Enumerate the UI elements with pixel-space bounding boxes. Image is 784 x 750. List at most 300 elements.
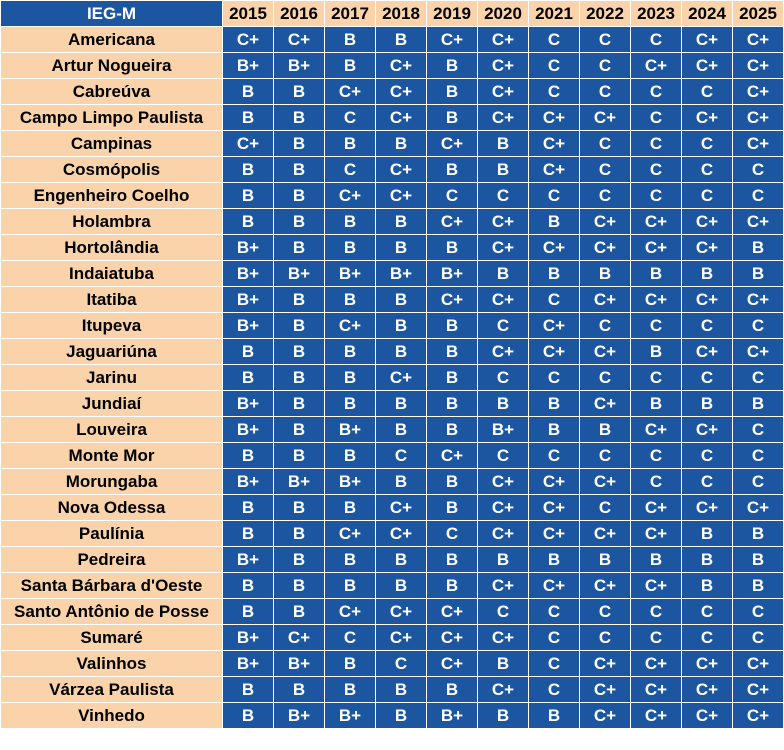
grade-cell: C+ [733, 651, 784, 677]
table-row [1, 157, 784, 183]
grade-cell: B [427, 391, 478, 417]
grade-cell: B [733, 521, 784, 547]
table-row [1, 547, 784, 573]
city-name: Hortolândia [1, 235, 223, 261]
grade-cell: C+ [427, 651, 478, 677]
grade-cell: B [376, 209, 427, 235]
grade-cell: C+ [376, 183, 427, 209]
grade-cell: C+ [631, 677, 682, 703]
grade-cell: C [529, 183, 580, 209]
grade-cell: B+ [223, 417, 274, 443]
grade-cell: C [682, 599, 733, 625]
grade-cell: C+ [682, 417, 733, 443]
grade-cell: B+ [274, 261, 325, 287]
city-name: Americana [1, 27, 223, 53]
grade-cell: B [325, 235, 376, 261]
grade-cell: C [478, 183, 529, 209]
grade-cell: B [274, 235, 325, 261]
grade-cell: C+ [733, 677, 784, 703]
grade-cell: B+ [274, 469, 325, 495]
grade-cell: B [427, 235, 478, 261]
grade-cell: C+ [478, 573, 529, 599]
grade-cell: C [733, 625, 784, 651]
grade-cell: C+ [733, 105, 784, 131]
grade-cell: B+ [274, 53, 325, 79]
table-body [1, 27, 784, 729]
city-name: Monte Mor [1, 443, 223, 469]
grade-cell: C [631, 157, 682, 183]
grade-cell: C [580, 157, 631, 183]
grade-cell: B [478, 131, 529, 157]
grade-cell: B [478, 547, 529, 573]
grade-cell: C [631, 599, 682, 625]
grade-cell: B [274, 209, 325, 235]
table-row [1, 495, 784, 521]
grade-cell: B+ [274, 651, 325, 677]
grade-cell: C+ [733, 209, 784, 235]
grade-cell: B [274, 157, 325, 183]
grade-cell: B [529, 261, 580, 287]
city-name: Nova Odessa [1, 495, 223, 521]
grade-cell: C+ [478, 495, 529, 521]
city-name: Cosmópolis [1, 157, 223, 183]
grade-cell: C [580, 27, 631, 53]
grade-cell: C+ [325, 599, 376, 625]
grade-cell: C+ [325, 521, 376, 547]
grade-cell: B [223, 105, 274, 131]
grade-cell: B+ [325, 417, 376, 443]
grade-cell: B [325, 651, 376, 677]
grade-cell: B [376, 339, 427, 365]
grade-cell: B [529, 703, 580, 729]
grade-cell: B [274, 79, 325, 105]
city-name: Jarinu [1, 365, 223, 391]
grade-cell: C+ [682, 235, 733, 261]
grade-cell: B [274, 105, 325, 131]
grade-cell: B [325, 391, 376, 417]
year-header: 2023 [631, 1, 682, 27]
grade-cell: C+ [223, 131, 274, 157]
grade-cell: C+ [682, 105, 733, 131]
grade-cell: C+ [580, 287, 631, 313]
grade-cell: B [376, 417, 427, 443]
grade-cell: C [682, 625, 733, 651]
grade-cell: C+ [529, 521, 580, 547]
grade-cell: B [274, 287, 325, 313]
grade-cell: C [478, 443, 529, 469]
grade-cell: C+ [376, 625, 427, 651]
grade-cell: B [325, 209, 376, 235]
grade-cell: B [427, 79, 478, 105]
grade-cell: C [529, 599, 580, 625]
grade-cell: B [274, 599, 325, 625]
grade-cell: B [325, 53, 376, 79]
grade-cell: B [682, 391, 733, 417]
corner-header: IEG-M [1, 1, 223, 27]
grade-cell: C+ [733, 495, 784, 521]
grade-cell: C+ [427, 209, 478, 235]
grade-cell: C+ [580, 391, 631, 417]
grade-cell: B [427, 157, 478, 183]
header-row [1, 1, 784, 27]
grade-cell: C+ [631, 703, 682, 729]
grade-cell: B [427, 53, 478, 79]
grade-cell: B [325, 573, 376, 599]
grade-cell: B [223, 677, 274, 703]
grade-cell: C [325, 625, 376, 651]
grade-cell: C+ [682, 677, 733, 703]
grade-cell: C+ [529, 157, 580, 183]
grade-cell: B [274, 443, 325, 469]
year-header: 2022 [580, 1, 631, 27]
table-row [1, 261, 784, 287]
grade-cell: B+ [223, 287, 274, 313]
year-header: 2019 [427, 1, 478, 27]
grade-cell: B [427, 573, 478, 599]
table-header [1, 1, 784, 27]
grade-cell: B [733, 547, 784, 573]
grade-cell: C [733, 417, 784, 443]
grade-cell: B+ [325, 261, 376, 287]
grade-cell: B+ [223, 625, 274, 651]
city-name: Holambra [1, 209, 223, 235]
city-name: Campinas [1, 131, 223, 157]
grade-cell: B [274, 547, 325, 573]
grade-cell: B [631, 391, 682, 417]
year-header: 2021 [529, 1, 580, 27]
grade-cell: C+ [478, 235, 529, 261]
grade-cell: C+ [274, 625, 325, 651]
grade-cell: C [529, 443, 580, 469]
grade-cell: B [325, 131, 376, 157]
grade-cell: C+ [631, 417, 682, 443]
grade-cell: C [733, 599, 784, 625]
grade-cell: C+ [478, 53, 529, 79]
grade-cell: B [376, 469, 427, 495]
grade-cell: C+ [682, 27, 733, 53]
grade-cell: C+ [376, 105, 427, 131]
grade-cell: C [682, 131, 733, 157]
grade-cell: C+ [529, 131, 580, 157]
grade-cell: C [529, 677, 580, 703]
city-name: Várzea Paulista [1, 677, 223, 703]
table-row [1, 469, 784, 495]
grade-cell: B [733, 261, 784, 287]
grade-cell: B [580, 547, 631, 573]
table-row [1, 183, 784, 209]
grade-cell: C+ [478, 209, 529, 235]
grade-cell: B [376, 287, 427, 313]
grade-cell: C [631, 183, 682, 209]
grade-cell: C+ [376, 599, 427, 625]
grade-cell: C+ [682, 495, 733, 521]
grade-cell: C [733, 469, 784, 495]
grade-cell: B [733, 391, 784, 417]
table-row [1, 677, 784, 703]
grade-cell: C [580, 313, 631, 339]
grade-cell: C+ [682, 339, 733, 365]
grade-cell: B [274, 313, 325, 339]
grade-cell: B [733, 573, 784, 599]
grade-cell: B [223, 339, 274, 365]
table-row [1, 287, 784, 313]
grade-cell: B+ [376, 261, 427, 287]
grade-cell: C [427, 521, 478, 547]
grade-cell: C+ [529, 339, 580, 365]
grade-cell: B+ [223, 235, 274, 261]
grade-cell: C+ [376, 495, 427, 521]
grade-cell: B [529, 417, 580, 443]
grade-cell: B [529, 209, 580, 235]
grade-cell: B [478, 703, 529, 729]
grade-cell: C [733, 313, 784, 339]
grade-cell: B [682, 261, 733, 287]
grade-cell: C [580, 495, 631, 521]
table-row [1, 625, 784, 651]
grade-cell: B [529, 391, 580, 417]
table-row [1, 209, 784, 235]
grade-cell: C+ [631, 287, 682, 313]
grade-cell: B [376, 235, 427, 261]
grade-cell: C [733, 365, 784, 391]
grade-cell: C [478, 365, 529, 391]
grade-cell: B+ [427, 261, 478, 287]
grade-cell: C+ [478, 625, 529, 651]
grade-cell: C+ [733, 27, 784, 53]
city-name: Artur Nogueira [1, 53, 223, 79]
grade-cell: B [376, 677, 427, 703]
grade-cell: B [682, 547, 733, 573]
grade-cell: B+ [223, 651, 274, 677]
grade-cell: C+ [682, 287, 733, 313]
grade-cell: B [682, 573, 733, 599]
grade-cell: B [274, 495, 325, 521]
grade-cell: C+ [478, 105, 529, 131]
grade-cell: C [682, 183, 733, 209]
grade-cell: C+ [478, 469, 529, 495]
grade-cell: B [274, 521, 325, 547]
city-name: Morungaba [1, 469, 223, 495]
grade-cell: B [223, 157, 274, 183]
grade-cell: C+ [529, 313, 580, 339]
grade-cell: B [274, 417, 325, 443]
grade-cell: C+ [529, 105, 580, 131]
grade-cell: C+ [631, 521, 682, 547]
grade-cell: C+ [733, 703, 784, 729]
grade-cell: C+ [631, 53, 682, 79]
grade-cell: B+ [223, 53, 274, 79]
grade-cell: B [427, 365, 478, 391]
grade-cell: B [325, 547, 376, 573]
city-name: Itupeva [1, 313, 223, 339]
grade-cell: C+ [631, 495, 682, 521]
grade-cell: C [529, 53, 580, 79]
year-header: 2018 [376, 1, 427, 27]
grade-cell: C [580, 365, 631, 391]
grade-cell: B+ [223, 469, 274, 495]
grade-cell: B [580, 261, 631, 287]
grade-cell: B [427, 495, 478, 521]
grade-cell: B [376, 131, 427, 157]
grade-cell: B [274, 131, 325, 157]
table-row [1, 573, 784, 599]
grade-cell: C [325, 157, 376, 183]
grade-cell: C+ [325, 79, 376, 105]
grade-cell: C [580, 443, 631, 469]
table-row [1, 79, 784, 105]
grade-cell: C+ [376, 521, 427, 547]
grade-cell: C+ [478, 27, 529, 53]
grade-cell: B [580, 417, 631, 443]
grade-cell: B [274, 573, 325, 599]
year-header: 2020 [478, 1, 529, 27]
grade-cell: C+ [682, 53, 733, 79]
grade-cell: C [631, 313, 682, 339]
city-name: Pedreira [1, 547, 223, 573]
grade-cell: B [427, 547, 478, 573]
grade-cell: C+ [631, 573, 682, 599]
grade-cell: B [325, 365, 376, 391]
grade-cell: B [529, 547, 580, 573]
grade-cell: C+ [427, 625, 478, 651]
grade-cell: C [733, 443, 784, 469]
grade-cell: B [376, 313, 427, 339]
grade-cell: C [631, 365, 682, 391]
grade-cell: C+ [325, 313, 376, 339]
grade-cell: C [529, 625, 580, 651]
table-row [1, 703, 784, 729]
grade-cell: C+ [478, 521, 529, 547]
table-row [1, 313, 784, 339]
grade-cell: C [631, 469, 682, 495]
grade-cell: C+ [376, 157, 427, 183]
grade-cell: B [325, 677, 376, 703]
grade-cell: B [223, 495, 274, 521]
table-row [1, 417, 784, 443]
grade-cell: B+ [325, 469, 376, 495]
grade-cell: C+ [325, 183, 376, 209]
grade-cell: C+ [733, 53, 784, 79]
grade-cell: B [427, 677, 478, 703]
grade-cell: C+ [529, 495, 580, 521]
grade-cell: C+ [427, 287, 478, 313]
grade-cell: C+ [682, 651, 733, 677]
table-row [1, 27, 784, 53]
grade-cell: C [682, 443, 733, 469]
grade-cell: C+ [580, 703, 631, 729]
grade-cell: B [376, 573, 427, 599]
grade-cell: C [580, 131, 631, 157]
grade-cell: C+ [580, 105, 631, 131]
grade-cell: B [325, 495, 376, 521]
grade-cell: C [682, 469, 733, 495]
grade-cell: C+ [631, 235, 682, 261]
grade-cell: B [223, 521, 274, 547]
grade-cell: C [631, 27, 682, 53]
grade-cell: C+ [274, 27, 325, 53]
grade-cell: C+ [529, 573, 580, 599]
grade-cell: C+ [580, 209, 631, 235]
grade-cell: B [478, 651, 529, 677]
grade-cell: C [427, 183, 478, 209]
grade-cell: C+ [631, 209, 682, 235]
grade-cell: B [478, 391, 529, 417]
grade-cell: B [325, 339, 376, 365]
grade-cell: B [325, 27, 376, 53]
grade-cell: B [427, 417, 478, 443]
grade-cell: B+ [223, 261, 274, 287]
grade-cell: C [631, 443, 682, 469]
grade-cell: C [529, 287, 580, 313]
grade-cell: C+ [580, 521, 631, 547]
grade-cell: C+ [478, 287, 529, 313]
city-name: Santo Antônio de Posse [1, 599, 223, 625]
grade-cell: C [529, 79, 580, 105]
table-row [1, 235, 784, 261]
grade-cell: B [223, 443, 274, 469]
grade-cell: B [274, 339, 325, 365]
grade-cell: C [376, 651, 427, 677]
grade-cell: B [427, 105, 478, 131]
grade-cell: B+ [427, 703, 478, 729]
grade-cell: B+ [223, 547, 274, 573]
table-row [1, 391, 784, 417]
city-name: Valinhos [1, 651, 223, 677]
grade-cell: C [631, 79, 682, 105]
grade-cell: B [631, 261, 682, 287]
city-name: Indaiatuba [1, 261, 223, 287]
city-name: Paulínia [1, 521, 223, 547]
grade-cell: B [733, 235, 784, 261]
grade-cell: C [631, 625, 682, 651]
grade-cell: C+ [733, 131, 784, 157]
grade-cell: C+ [733, 339, 784, 365]
table-row [1, 443, 784, 469]
grade-cell: C [529, 651, 580, 677]
grade-cell: C+ [580, 469, 631, 495]
city-name: Santa Bárbara d'Oeste [1, 573, 223, 599]
grade-cell: B [223, 209, 274, 235]
year-header: 2025 [733, 1, 784, 27]
grade-cell: C+ [376, 53, 427, 79]
city-name: Vinhedo [1, 703, 223, 729]
grade-cell: C [682, 79, 733, 105]
grade-cell: B [325, 287, 376, 313]
city-name: Cabreúva [1, 79, 223, 105]
grade-cell: C+ [682, 209, 733, 235]
grade-cell: B [376, 391, 427, 417]
grade-cell: B [223, 573, 274, 599]
table-row [1, 651, 784, 677]
grade-cell: B+ [223, 391, 274, 417]
grade-cell: C+ [733, 79, 784, 105]
table-row [1, 599, 784, 625]
grade-cell: B [376, 703, 427, 729]
grade-cell: B [274, 677, 325, 703]
grade-cell: C [631, 131, 682, 157]
grade-cell: C+ [580, 677, 631, 703]
grade-cell: C+ [682, 703, 733, 729]
grade-cell: B [325, 443, 376, 469]
grade-cell: C [733, 157, 784, 183]
city-name: Louveira [1, 417, 223, 443]
table-row [1, 365, 784, 391]
grade-cell: B [478, 157, 529, 183]
grade-cell: B [427, 469, 478, 495]
grade-cell: B [376, 547, 427, 573]
grade-cell: C+ [223, 27, 274, 53]
grade-cell: B [223, 365, 274, 391]
